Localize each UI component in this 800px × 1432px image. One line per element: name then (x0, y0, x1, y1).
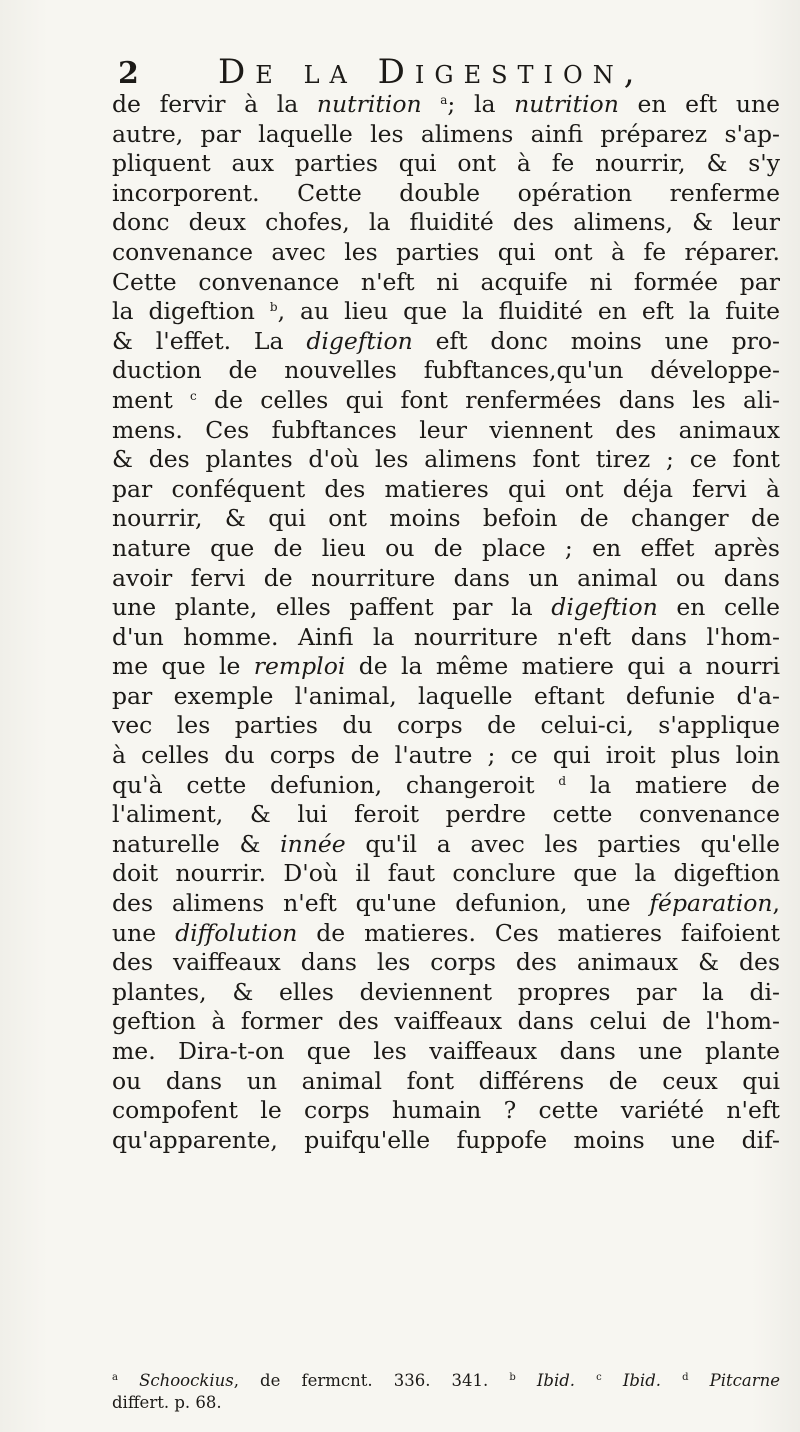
text-line (112, 1037, 780, 1067)
text-run: convenance avec les parties qui ont à fe réparer. (112, 237, 780, 266)
text-run: , de fermcnt. 336. 341. (233, 1371, 510, 1390)
text-line (112, 120, 780, 150)
text-run: la digeftion (112, 297, 270, 326)
running-head: De la Digestion, (218, 52, 645, 92)
text-run (575, 1371, 596, 1390)
text-line (112, 534, 780, 564)
text-run: ; la (447, 90, 515, 118)
text-line (112, 149, 780, 179)
text-run: des alimens n'eft qu'une defunion, une (112, 889, 650, 918)
text-run: qu'à cette defunion, changeroit (112, 770, 559, 799)
text-line (112, 919, 780, 949)
text-run: donc deux chofes, la fluidité des alimens, & leur (112, 208, 780, 237)
text-run: & l'effet. La (112, 326, 307, 355)
text-run: en celle (657, 593, 780, 622)
text-line (112, 1007, 780, 1037)
text-run: doit nourrir. D'où il faut conclure que la digeftion (112, 859, 780, 888)
text-run: me. Dira-t-on que les vaiffeaux dans une plante (112, 1037, 780, 1065)
text-line (112, 978, 780, 1008)
text-run: de la même matiere qui a nourri (345, 652, 780, 681)
text-run: differt. p. 68. (112, 1393, 222, 1412)
text-run: la matiere de (566, 770, 780, 799)
footnote-line (112, 1392, 780, 1414)
text-run: compofent le corps humain ? cette variété n'eft (112, 1096, 780, 1125)
text-run: eft donc moins une pro- (412, 326, 780, 355)
text-run: , (772, 889, 780, 918)
text-run: ment (112, 385, 191, 414)
text-run (661, 1371, 682, 1390)
footnote-marker: d (682, 1372, 689, 1383)
text-line (112, 593, 780, 623)
text-run (516, 1371, 537, 1390)
text-run (689, 1371, 710, 1390)
text-run: autre, par laquelle les alimens ainfi préparez s'ap- (112, 119, 780, 148)
text-line (112, 208, 780, 238)
text-line (112, 800, 780, 830)
text-line (112, 889, 780, 919)
text-line (112, 1126, 780, 1156)
italic-term: Schoockius (139, 1371, 234, 1390)
italic-term: Ibid. (622, 1371, 662, 1390)
text-line (112, 564, 780, 594)
text-line (112, 859, 780, 889)
text-line (112, 1096, 780, 1126)
text-line (112, 504, 780, 534)
text-run (422, 90, 441, 118)
italic-term: nutrition (514, 90, 619, 118)
footnote-marker: d (558, 773, 567, 788)
text-line (112, 90, 780, 120)
page-number: 2 (118, 56, 139, 91)
text-line (112, 1067, 780, 1097)
text-line (112, 623, 780, 653)
text-line (112, 179, 780, 209)
text-run: incorporent. Cette double opération renferme (112, 178, 780, 207)
footnote-marker: b (269, 300, 278, 315)
text-run: une (112, 918, 176, 947)
text-run: de celles qui font renfermées dans les ali- (196, 385, 780, 414)
text-run: pliquent aux parties qui ont à fe nourrir, & s'y (112, 149, 780, 178)
text-run: nature que de lieu ou de place ; en effet après (112, 533, 780, 562)
text-line (112, 948, 780, 978)
text-run: vec les parties du corps de celui-ci, s'applique (112, 711, 780, 740)
text-run: mens. Ces fubftances leur viennent des animaux (112, 415, 780, 444)
text-line (112, 830, 780, 860)
text-run: à celles du corps de l'autre ; ce qui iroit plus loin (112, 741, 780, 770)
text-run: qu'apparente, puifqu'elle fuppofe moins une dif- (112, 1125, 780, 1154)
text-run: naturelle & (112, 829, 281, 858)
text-line (112, 741, 780, 771)
footnote-line (112, 1370, 780, 1392)
text-run: une plante, elles paffent par la (112, 593, 552, 622)
text-run: qu'il a avec les parties qu'elle (345, 829, 780, 858)
footnote-marker: a (112, 1372, 118, 1383)
footnote-marker: c (190, 388, 197, 403)
text-run: , au lieu que la fluidité en eft la fuite (277, 297, 780, 326)
text-run: plantes, & elles deviennent propres par la di- (112, 977, 780, 1006)
text-run: de fervir à la (112, 90, 317, 118)
text-run: d'un homme. Ainfi la nourriture n'eft dans l'hom- (112, 622, 780, 651)
italic-term: remploi (253, 652, 346, 681)
body-text (112, 90, 780, 1155)
text-run: l'aliment, & lui feroit perdre cette convenance (112, 800, 780, 829)
italic-term: innée (280, 829, 346, 858)
text-run: geftion à former des vaiffeaux dans celui de l'hom- (112, 1007, 780, 1036)
text-line (112, 682, 780, 712)
italic-term: nutrition (316, 90, 422, 118)
text-run: en eft une (618, 90, 780, 118)
text-line (112, 445, 780, 475)
text-line (112, 475, 780, 505)
italic-term: féparation (649, 889, 773, 918)
text-line (112, 652, 780, 682)
text-run: me que le (112, 652, 254, 681)
text-run: nourrir, & qui ont moins befoin de changer de (112, 504, 780, 533)
italic-term: digeftion (306, 326, 413, 355)
italic-term: digeftion (551, 593, 658, 622)
text-run: & des plantes d'où les alimens font tirez ; ce font (112, 445, 780, 474)
text-line (112, 771, 780, 801)
text-line (112, 356, 780, 386)
footnote-marker: c (596, 1372, 602, 1383)
text-run: de matieres. Ces matieres faifoient (297, 918, 780, 947)
footnotes (112, 1370, 780, 1414)
text-run: par conféquent des matieres qui ont déja fervi à (112, 474, 780, 503)
text-run: des vaiffeaux dans les corps des animaux & des (112, 948, 780, 977)
text-run: avoir fervi de nourriture dans un animal ou dans (112, 563, 780, 592)
text-run: Cette convenance n'eft ni acquife ni formée par (112, 267, 780, 296)
text-line (112, 416, 780, 446)
text-line (112, 238, 780, 268)
text-line (112, 268, 780, 298)
footnote-marker: b (509, 1372, 516, 1383)
text-run (602, 1371, 623, 1390)
text-run: par exemple l'animal, laquelle eftant defunie d'a- (112, 681, 780, 710)
italic-term: diffolution (175, 918, 298, 947)
italic-term: Pitcarne (709, 1371, 780, 1390)
text-line (112, 386, 780, 416)
text-line (112, 327, 780, 357)
footnote-marker: a (440, 93, 448, 107)
text-run: ou dans un animal font différens de ceux qui (112, 1066, 780, 1095)
italic-term: Ibid. (536, 1371, 576, 1390)
text-line (112, 711, 780, 741)
text-line (112, 297, 780, 327)
text-run (118, 1371, 139, 1390)
text-run: duction de nouvelles fubftances,qu'un développe- (112, 356, 780, 385)
